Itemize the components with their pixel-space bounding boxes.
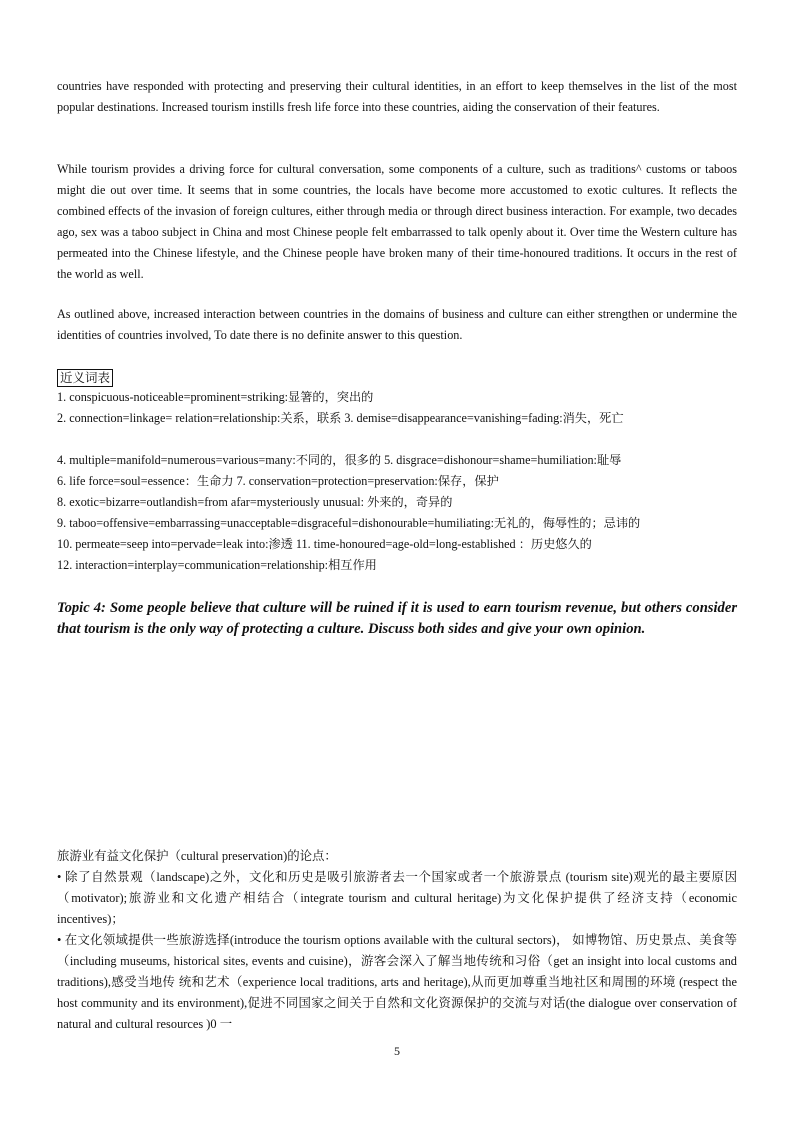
- bullet-point: • 除了自然景观（landscape)之外，文化和历史是吸引旅游者去一个国家或者一个旅游景点 (tourism site)观光的最主要原因（motivator);旅游业和文化遗产相结合（integrate tourism and cultural heritage)为文化保护提供了经济支持（economic incentives)；: [57, 870, 737, 926]
- vocab-line: 8. exotic=bizarre=outlandish=from afar=mysteriously unusual: 外来的，奇异的: [57, 495, 453, 509]
- vocab-line: 2. connection=linkage= relation=relationship:关系，联系 3. demise=disappearance=vanishing=fading:消失，死亡: [57, 411, 624, 425]
- vocab-line: 1. conspicuous-noticeable=prominent=striking:显箸的，突出的: [57, 390, 374, 404]
- vocab-line: 10. permeate=seep into=pervade=leak into:渗透 11. time-honoured=age-old=long-established ：历史悠久的: [57, 537, 592, 551]
- vocab-line: 6. life force=soul=essence：生命力 7. conservation=protection=preservation:保存，保护: [57, 474, 499, 488]
- page-number: 5: [394, 1044, 400, 1058]
- vocab-line: 12. interaction=interplay=communication=relationship:相互作用: [57, 558, 377, 572]
- paragraph-2: While tourism provides a driving force for cultural conversation, some components of a culture, such as traditions^ customs or taboos might die out over time. It seems that in some countries, the locals have become more accustomed to exotic cultures. It reflects the combined effects of the invasion of foreign cultures, either through media or through direct business interaction. For example, two decades ago, sex was a taboo subject in China and most Chinese people felt embarrassed to talk openly about it. Over time the Western culture has permeated into the Chinese lifestyle, and the Chinese people have broken many of their time-honoured traditions. It occurs in the rest of the world as well.: [57, 162, 737, 281]
- chinese-section-heading: 旅游业有益文化保护（cultural preservation)的论点：: [57, 849, 337, 863]
- topic-heading: Topic 4: Some people believe that culture will be ruined if it is used to earn tourism revenue, but others consider that tourism is the only way of protecting a culture. Discuss both sides and give your own opinion.: [57, 600, 737, 637]
- vocab-line: 9. taboo=offensive=embarrassing=unacceptable=disgraceful=dishonourable=humiliating:无礼的，侮辱性的；忌讳的: [57, 516, 641, 530]
- paragraph-1: countries have responded with protecting and preserving their cultural identities, in an effort to keep themselves in the list of the most popular destinations. Increased tourism instills fresh life force into these countries, aiding the conservation of their features.: [57, 79, 737, 114]
- vocab-line: 4. multiple=manifold=numerous=various=many:不同的，很多的 5. disgrace=dishonour=shame=humiliation:耻辱: [57, 453, 622, 467]
- paragraph-3: As outlined above, increased interaction between countries in the domains of business and culture can either strengthen or undermine the identities of countries involved, To date there is no definite answer to this question.: [57, 307, 737, 342]
- bullet-point: • 在文化领域提供一些旅游选择(introduce the tourism options available with the cultural sectors)， 如博物馆、历史景点、美食等（including museums, historical sites, events and cuisine)，游客会深入了解当地传统和习俗（get an insight into local customs and traditions),感受当地传 统和艺术（experience local traditions, arts and heritage),从而更加尊重当地社区和周围的环境 (respect the host community and its environment),促进不同国家之间关于自然和文化资源保护的交流与对话(the dialogue over conservation of natural and cultural resources )0 一: [57, 933, 737, 1031]
- vocab-title: 近义词表: [57, 369, 113, 387]
